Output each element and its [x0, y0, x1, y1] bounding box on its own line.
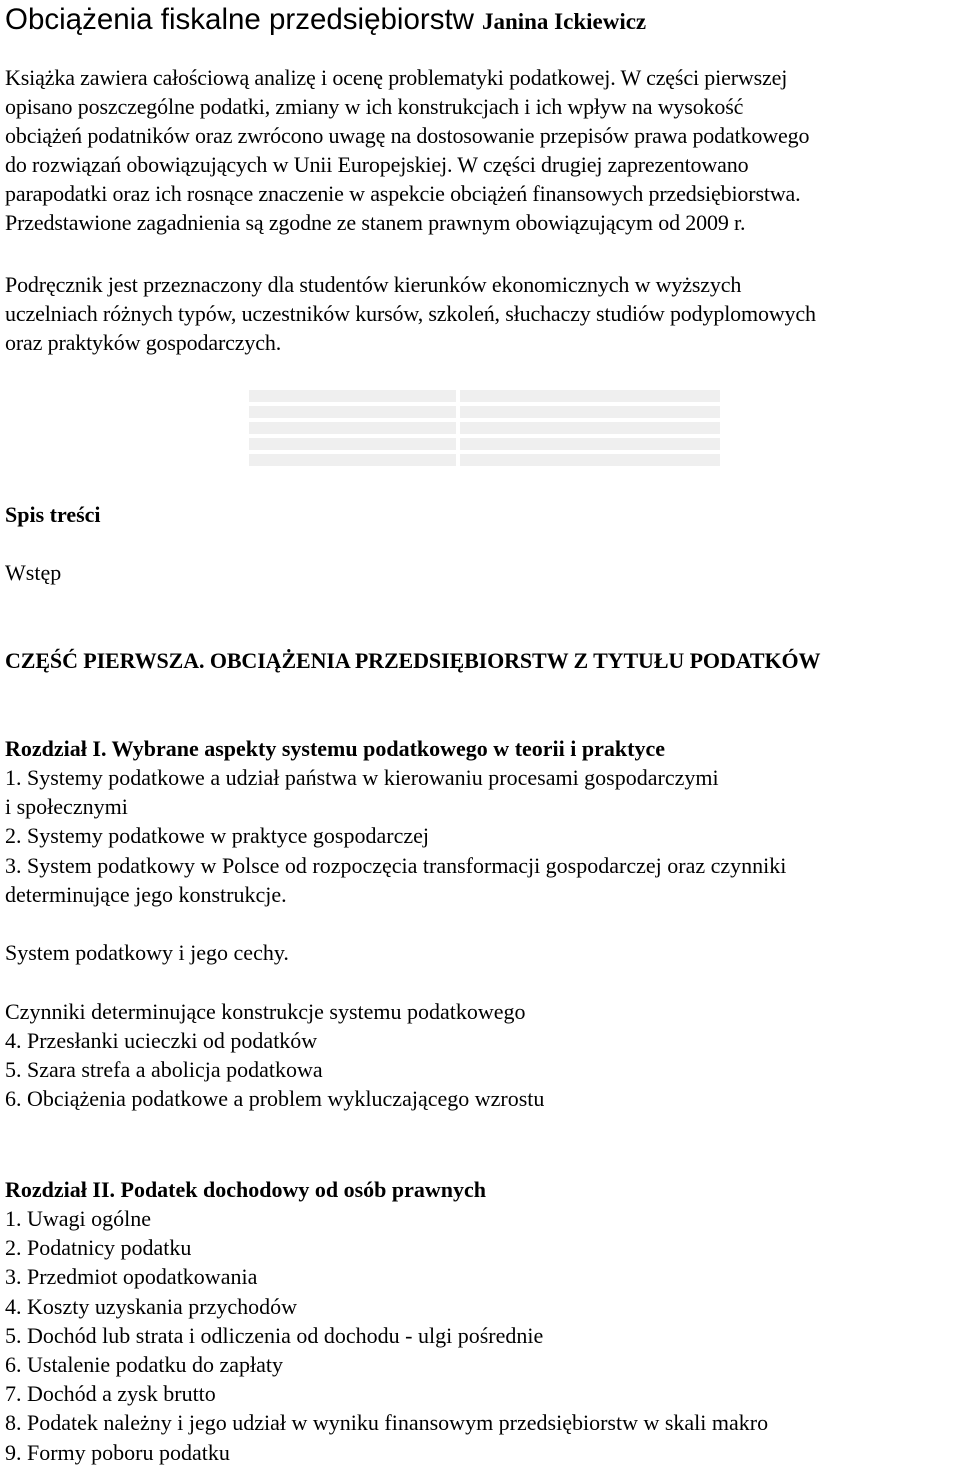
spacer: [5, 909, 786, 938]
empty-details-table: [249, 390, 720, 467]
table-cell: [460, 390, 720, 402]
page-title: Obciążenia fiskalne przedsiębiorstw: [5, 3, 474, 36]
table-cell: [460, 422, 720, 434]
table-cell: [249, 454, 456, 466]
toc-item: 9. Formy poboru podatku: [5, 1439, 230, 1465]
toc-item: 5. Dochód lub strata i odliczenia od dochodu - ulgi pośrednie: [5, 1322, 544, 1348]
toc-item: determinujące jego konstrukcje.: [5, 881, 287, 907]
toc-item: 4. Koszty uzyskania przychodów: [5, 1293, 298, 1319]
table-cell: [249, 406, 456, 418]
toc-item: 1. Systemy podatkowe a udział państwa w kierowaniu procesami gospodarczymi: [5, 765, 719, 790]
toc-item: 6. Ustalenie podatku do zapłaty: [5, 1351, 283, 1377]
audience-line: oraz praktyków gospodarczych.: [5, 330, 282, 355]
toc-item: 6. Obciążenia podatkowe a problem wykluczającego wzrostu: [5, 1086, 545, 1112]
description-line: do rozwiązań obowiązujących w Unii Europejskiej. W części drugiej zaprezentowano: [5, 152, 749, 177]
chapter-2-section: [5, 1175, 768, 1467]
toc-item: 5. Szara strefa a abolicja podatkowa: [5, 1056, 323, 1082]
audience-line: uczelniach różnych typów, uczestników kursów, szkoleń, słuchaczy studiów podyplomowych: [5, 301, 816, 326]
table-cell: [460, 454, 720, 466]
table-cell: [249, 438, 456, 450]
part-one-heading: CZĘŚĆ PIERWSZA. OBCIĄŻENIA PRZEDSIĘBIORSTW Z TYTUŁU PODATKÓW: [5, 648, 821, 673]
toc-subitem: Czynniki determinujące konstrukcje systemu podatkowego: [5, 998, 526, 1024]
document-page: [5, 0, 957, 1465]
book-description: [5, 63, 809, 237]
table-cell: [249, 422, 456, 434]
toc-item: 3. Przedmiot opodatkowania: [5, 1264, 258, 1290]
toc-item: 7. Dochód a zysk brutto: [5, 1381, 216, 1407]
description-line: Książka zawiera całościową analizę i ocenę problematyki podatkowej. W części pierwszej: [5, 65, 788, 90]
document-header: [5, 0, 957, 40]
table-cell: [249, 390, 456, 402]
audience-description: [5, 270, 816, 357]
table-cell: [460, 406, 720, 418]
toc-item: 2. Systemy podatkowe w praktyce gospodarczej: [5, 823, 429, 849]
audience-line: Podręcznik jest przeznaczony dla studentów kierunków ekonomicznych w wyższych: [5, 272, 742, 297]
chapter-1-section: [5, 734, 786, 1113]
toc-item: 2. Podatnicy podatku: [5, 1235, 192, 1261]
toc-item: 8. Podatek należny i jego udział w wyniku finansowym przedsiębiorstw w skali makro: [5, 1410, 769, 1436]
description-line: opisano poszczególne podatki, zmiany w ich konstrukcjach i ich wpływ na wysokość: [5, 94, 744, 119]
toc-item: 1. Uwagi ogólne: [5, 1206, 152, 1231]
toc-item: i społecznymi: [5, 794, 128, 820]
chapter-1-heading: Rozdział I. Wybrane aspekty systemu podatkowego w teorii i praktyce: [5, 736, 665, 761]
toc-item: 4. Przesłanki ucieczki od podatków: [5, 1027, 318, 1053]
chapter-2-heading: Rozdział II. Podatek dochodowy od osób prawnych: [5, 1177, 487, 1202]
author-name: Janina Ickiewicz: [481, 9, 647, 34]
toc-subitem: System podatkowy i jego cechy.: [5, 940, 289, 966]
table-cell: [460, 438, 720, 450]
toc-item: 3. System podatkowy w Polsce od rozpoczęcia transformacji gospodarczej oraz czynniki: [5, 852, 787, 878]
description-line: parapodatki oraz ich rosnące znaczenie w aspekcie obciążeń finansowych przedsiębiorstwa.: [5, 181, 801, 206]
description-line: obciążeń podatników oraz zwrócono uwagę na dostosowanie przepisów prawa podatkowego: [5, 123, 810, 148]
description-line: Przedstawione zagadnienia są zgodne ze stanem prawnym obowiązującym od 2009 r.: [5, 210, 746, 235]
toc-intro-entry: Wstęp: [5, 560, 62, 585]
toc-title: Spis treści: [5, 502, 101, 527]
spacer: [5, 967, 786, 996]
